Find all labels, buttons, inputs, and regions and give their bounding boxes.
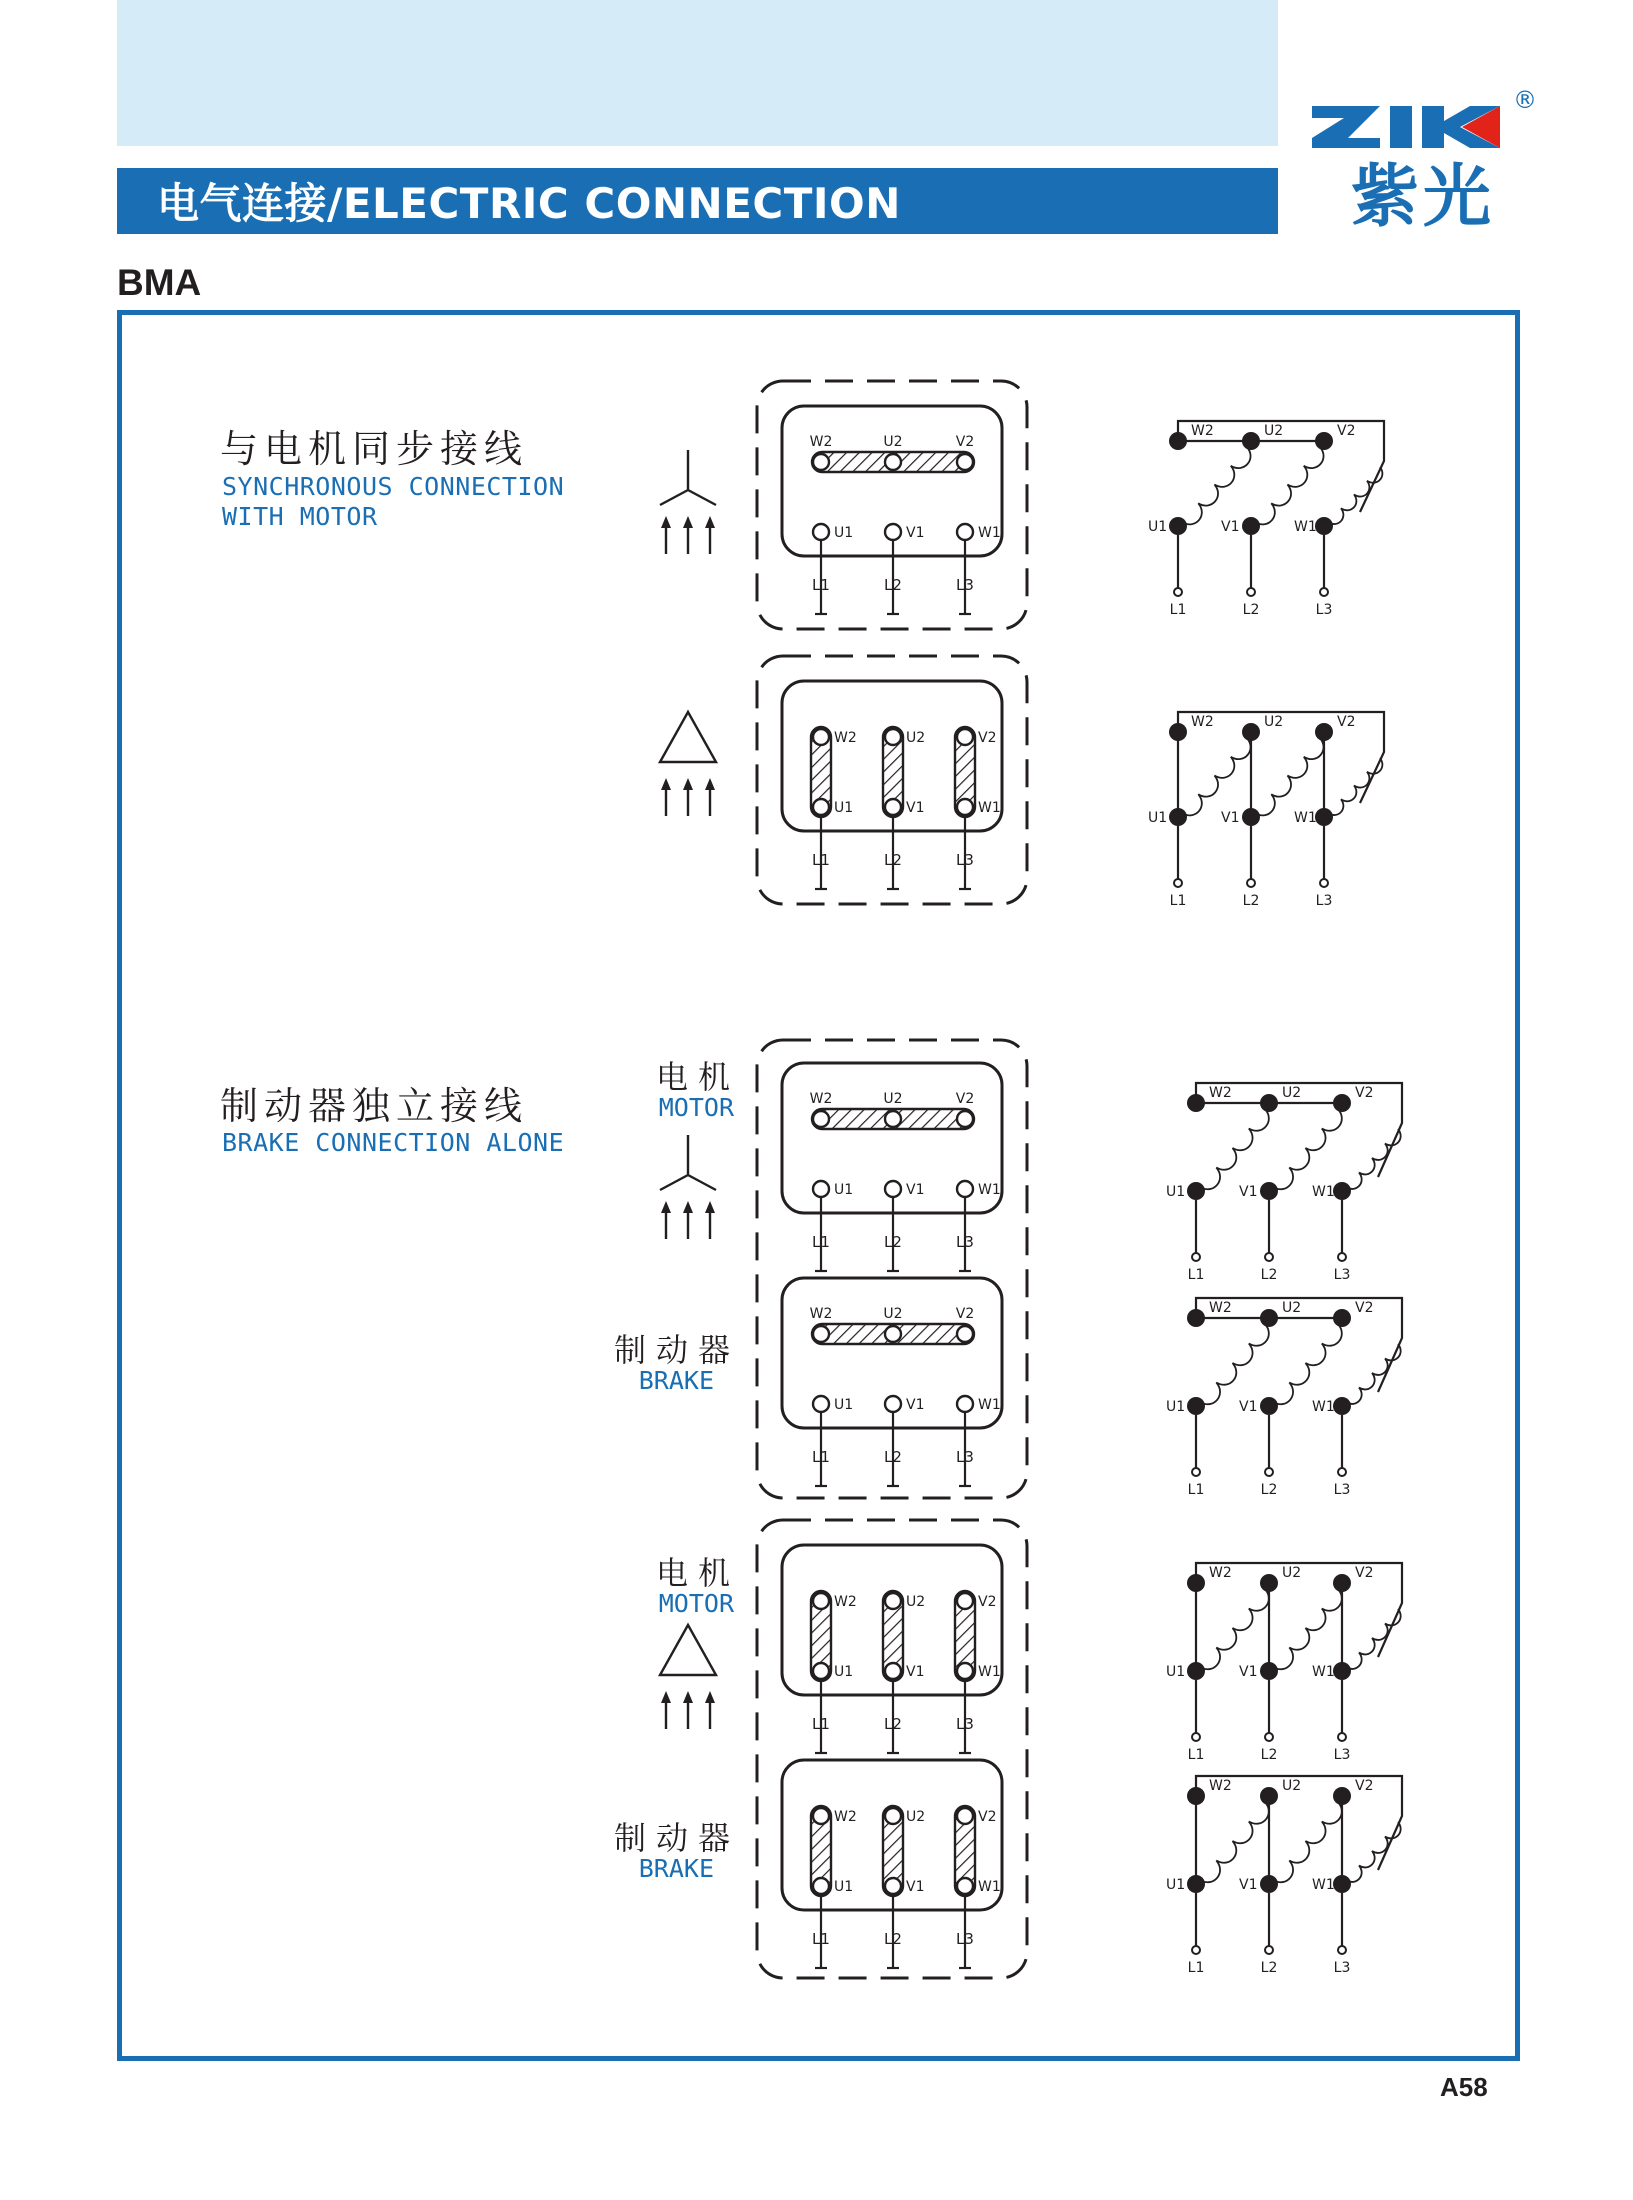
terminal-v2 (957, 1111, 973, 1127)
schematic-label-w2: W2 (1191, 714, 1214, 730)
schematic-label-u1: U1 (1166, 1184, 1186, 1200)
arrow-up-icon (705, 1691, 715, 1703)
node-w1 (1315, 808, 1333, 826)
schematic-line-label-l3: L3 (1315, 893, 1333, 909)
logo-chinese-name: 紫光 (1350, 158, 1495, 237)
line-terminal (1338, 1946, 1346, 1954)
terminal-u1 (813, 1181, 829, 1197)
arrow-up-icon (705, 516, 715, 528)
node-u2 (1260, 1574, 1278, 1592)
schematic-line-label-l1: L1 (1169, 602, 1187, 618)
series-label: BMA (117, 262, 202, 303)
winding-coil (1346, 1344, 1401, 1404)
winding-coil (1273, 1324, 1342, 1404)
node-w1 (1333, 1397, 1351, 1415)
terminal-w2 (813, 1326, 829, 1342)
star-icon (660, 450, 716, 505)
winding-coil (1255, 447, 1324, 524)
terminal-label-u1: U1 (834, 1664, 854, 1680)
line-label-l2: L2 (884, 576, 902, 594)
star-icon (660, 1135, 716, 1190)
schematic-label-v1: V1 (1221, 810, 1240, 826)
line-terminal (1265, 1733, 1273, 1741)
line-terminal (1192, 1733, 1200, 1741)
arrow-up-icon (683, 1201, 693, 1213)
terminal-v1 (885, 1878, 901, 1894)
schematic-label-u1: U1 (1166, 1877, 1186, 1893)
terminal-label-w1: W1 (978, 1397, 1001, 1413)
terminal-label-w2: W2 (809, 1091, 833, 1107)
node-w1 (1333, 1662, 1351, 1680)
terminal-label-u2: U2 (883, 1091, 903, 1107)
winding-coil (1273, 1589, 1342, 1669)
node-u2 (1260, 1309, 1278, 1327)
winding-coil (1200, 1802, 1269, 1882)
schematic-line-label-l3: L3 (1333, 1482, 1351, 1498)
winding-coil (1346, 1609, 1401, 1669)
terminal-label-w1: W1 (978, 1879, 1001, 1895)
schematic-label-u1: U1 (1166, 1664, 1186, 1680)
line-terminal (1192, 1946, 1200, 1954)
terminal-board-6 (782, 1760, 1002, 1968)
line-terminal (1247, 588, 1255, 596)
winding-coil (1182, 738, 1251, 815)
schematic-line-label-l3: L3 (1333, 1267, 1351, 1283)
schematic-label-v1: V1 (1239, 1184, 1258, 1200)
terminal-v1 (885, 1181, 901, 1197)
terminal-v1 (885, 1396, 901, 1412)
node-u2 (1242, 723, 1260, 741)
connection-symbol-1 (660, 450, 716, 554)
terminal-label-u2: U2 (883, 434, 903, 450)
terminal-label-v1: V1 (906, 1182, 925, 1198)
node-v1 (1260, 1875, 1278, 1893)
node-u2 (1242, 432, 1260, 450)
line-label-l2: L2 (884, 1448, 902, 1466)
label-brake-cn-2: 制动器 (613, 1819, 740, 1857)
schematic-label-u1: U1 (1148, 519, 1168, 535)
node-w1 (1333, 1875, 1351, 1893)
schematic-label-v1: V1 (1239, 1877, 1258, 1893)
terminal-v2 (957, 454, 973, 470)
terminal-label-u2: U2 (883, 1306, 903, 1322)
schematic-label-v2: V2 (1355, 1778, 1374, 1794)
terminal-u1 (813, 799, 829, 815)
line-terminal (1338, 1733, 1346, 1741)
schematic-label-v2: V2 (1337, 714, 1356, 730)
terminal-w2 (813, 1808, 829, 1824)
terminal-label-w1: W1 (978, 1182, 1001, 1198)
arrow-up-icon (683, 516, 693, 528)
terminal-label-u2: U2 (906, 1594, 926, 1610)
schematic-label-u2: U2 (1264, 423, 1284, 439)
schematic-label-w1: W1 (1294, 810, 1317, 826)
node-w2 (1187, 1094, 1205, 1112)
terminal-u2 (885, 729, 901, 745)
winding-coil (1200, 1324, 1269, 1404)
terminal-v1 (885, 524, 901, 540)
terminal-label-u2: U2 (906, 730, 926, 746)
terminal-label-u1: U1 (834, 525, 854, 541)
schematic-line-label-l2: L2 (1260, 1960, 1278, 1976)
line-label-l1: L1 (812, 1930, 830, 1948)
node-v2 (1333, 1309, 1351, 1327)
node-v2 (1333, 1787, 1351, 1805)
page-number: A58 (1440, 2072, 1488, 2102)
line-terminal (1320, 588, 1328, 596)
terminal-board-1 (782, 406, 1002, 614)
winding-schematic-2 (1148, 712, 1384, 909)
schematic-label-u1: U1 (1166, 1399, 1186, 1415)
winding-coil (1200, 1589, 1269, 1669)
node-v1 (1242, 517, 1260, 535)
node-w2 (1187, 1309, 1205, 1327)
terminal-w2 (813, 729, 829, 745)
node-u1 (1169, 808, 1187, 826)
terminal-label-w2: W2 (834, 1809, 857, 1825)
schematic-line-label-l1: L1 (1187, 1267, 1205, 1283)
registered-mark: ® (1513, 88, 1537, 114)
schematic-line-label-l2: L2 (1242, 602, 1260, 618)
node-v1 (1260, 1397, 1278, 1415)
schematic-label-v2: V2 (1337, 423, 1356, 439)
node-u2 (1260, 1787, 1278, 1805)
schematic-label-v1: V1 (1239, 1664, 1258, 1680)
terminal-board-4 (782, 1278, 1002, 1486)
terminal-label-v2: V2 (955, 1091, 975, 1107)
schematic-label-w2: W2 (1209, 1300, 1232, 1316)
terminal-u2 (885, 1808, 901, 1824)
line-label-l3: L3 (956, 576, 974, 594)
terminal-label-v1: V1 (906, 525, 925, 541)
terminal-u1 (813, 524, 829, 540)
schematic-line-label-l2: L2 (1260, 1482, 1278, 1498)
node-v1 (1260, 1182, 1278, 1200)
arrow-up-icon (683, 778, 693, 790)
terminal-label-u2: U2 (906, 1809, 926, 1825)
label-brake-en-2: BRAKE (638, 1854, 714, 1883)
terminal-label-v1: V1 (906, 800, 925, 816)
schematic-line-label-l3: L3 (1333, 1960, 1351, 1976)
node-v2 (1333, 1574, 1351, 1592)
winding-coil (1346, 1129, 1401, 1189)
label-brake-cn-1: 制动器 (613, 1331, 740, 1369)
line-label-l1: L1 (812, 1448, 830, 1466)
arrow-up-icon (661, 1691, 671, 1703)
schematic-label-w2: W2 (1209, 1778, 1232, 1794)
node-v2 (1333, 1094, 1351, 1112)
line-label-l3: L3 (956, 1233, 974, 1251)
terminal-label-w1: W1 (978, 800, 1001, 816)
terminal-w1 (957, 799, 973, 815)
node-w2 (1169, 432, 1187, 450)
schematic-line-label-l3: L3 (1333, 1747, 1351, 1763)
terminal-label-u1: U1 (834, 1397, 854, 1413)
line-label-l1: L1 (812, 576, 830, 594)
terminal-label-v2: V2 (955, 434, 975, 450)
terminal-label-w1: W1 (978, 1664, 1001, 1680)
winding-coil (1200, 1109, 1269, 1189)
schematic-label-w2: W2 (1209, 1085, 1232, 1101)
arrow-up-icon (683, 1691, 693, 1703)
line-label-l3: L3 (956, 1930, 974, 1948)
page-title-text: 电气连接/ELECTRIC CONNECTION (157, 179, 901, 228)
schematic-line-label-l2: L2 (1260, 1747, 1278, 1763)
line-label-l2: L2 (884, 1233, 902, 1251)
schematic-label-u2: U2 (1264, 714, 1284, 730)
line-label-l2: L2 (884, 851, 902, 869)
line-label-l3: L3 (956, 851, 974, 869)
node-w2 (1187, 1574, 1205, 1592)
node-u1 (1187, 1397, 1205, 1415)
node-v1 (1242, 808, 1260, 826)
label-motor-cn-2: 电机 (655, 1554, 740, 1592)
terminal-v2 (957, 1326, 973, 1342)
terminal-w2 (813, 454, 829, 470)
section-title-brake-en: BRAKE CONNECTION ALONE (222, 1128, 565, 1157)
line-terminal (1265, 1468, 1273, 1476)
line-label-l2: L2 (884, 1930, 902, 1948)
terminal-v2 (957, 1808, 973, 1824)
terminal-v2 (957, 1593, 973, 1609)
schematic-line-label-l1: L1 (1169, 893, 1187, 909)
schematic-line-label-l3: L3 (1315, 602, 1333, 618)
terminal-v2 (957, 729, 973, 745)
line-label-l1: L1 (812, 1715, 830, 1733)
winding-coil (1328, 758, 1382, 815)
winding-schematic-3 (1166, 1083, 1402, 1283)
node-v2 (1315, 723, 1333, 741)
node-v1 (1260, 1662, 1278, 1680)
node-w1 (1333, 1182, 1351, 1200)
section-title-brake-cn: 制动器独立接线 (220, 1084, 529, 1128)
label-brake-en-1: BRAKE (638, 1366, 714, 1395)
schematic-line-label-l1: L1 (1187, 1960, 1205, 1976)
schematic-label-u1: U1 (1148, 810, 1168, 826)
schematic-line-label-l1: L1 (1187, 1482, 1205, 1498)
schematic-line-label-l1: L1 (1187, 1747, 1205, 1763)
node-w2 (1187, 1787, 1205, 1805)
line-label-l1: L1 (812, 851, 830, 869)
terminal-u2 (885, 454, 901, 470)
schematic-line-label-l2: L2 (1242, 893, 1260, 909)
line-terminal (1265, 1253, 1273, 1261)
terminal-u2 (885, 1326, 901, 1342)
terminal-w1 (957, 1663, 973, 1679)
arrow-up-icon (705, 778, 715, 790)
node-u2 (1260, 1094, 1278, 1112)
winding-coil (1182, 447, 1251, 524)
schematic-label-w1: W1 (1312, 1399, 1335, 1415)
winding-schematic-1 (1148, 421, 1384, 618)
line-label-l2: L2 (884, 1715, 902, 1733)
schematic-label-w2: W2 (1209, 1565, 1232, 1581)
delta-icon (660, 1625, 716, 1675)
label-motor-en-2: MOTOR (658, 1589, 734, 1618)
winding-coil (1273, 1802, 1342, 1882)
winding-schematic-5 (1166, 1563, 1402, 1763)
terminal-v1 (885, 799, 901, 815)
line-terminal (1265, 1946, 1273, 1954)
node-u1 (1169, 517, 1187, 535)
label-motor-cn-1: 电机 (655, 1058, 740, 1096)
line-terminal (1174, 588, 1182, 596)
node-v2 (1315, 432, 1333, 450)
connection-symbol-2 (660, 712, 716, 816)
schematic-label-v2: V2 (1355, 1085, 1374, 1101)
winding-schematic-6 (1166, 1776, 1402, 1976)
node-u1 (1187, 1662, 1205, 1680)
terminal-label-v1: V1 (906, 1879, 925, 1895)
terminal-label-v2: V2 (955, 1306, 975, 1322)
schematic-label-v2: V2 (1355, 1565, 1374, 1581)
section-title-synchronous-en-1: SYNCHRONOUS CONNECTION (222, 472, 565, 501)
terminal-board-5 (782, 1545, 1002, 1753)
terminal-label-w2: W2 (834, 730, 857, 746)
schematic-label-v2: V2 (1355, 1300, 1374, 1316)
line-terminal (1247, 879, 1255, 887)
winding-coil (1273, 1109, 1342, 1189)
terminal-label-u1: U1 (834, 1879, 854, 1895)
terminal-w1 (957, 1181, 973, 1197)
winding-coil (1346, 1822, 1401, 1882)
terminal-label-v1: V1 (906, 1397, 925, 1413)
terminal-w2 (813, 1593, 829, 1609)
node-u1 (1187, 1182, 1205, 1200)
terminal-board-3 (782, 1063, 1002, 1271)
schematic-label-w1: W1 (1312, 1664, 1335, 1680)
label-motor-en-1: MOTOR (658, 1093, 734, 1122)
line-label-l1: L1 (812, 1233, 830, 1251)
node-w1 (1315, 517, 1333, 535)
schematic-label-u2: U2 (1282, 1300, 1302, 1316)
terminal-u2 (885, 1111, 901, 1127)
node-u1 (1187, 1875, 1205, 1893)
section-title-synchronous-en-2: WITH MOTOR (222, 502, 378, 531)
delta-icon (660, 712, 716, 762)
terminal-u1 (813, 1878, 829, 1894)
terminal-label-w2: W2 (809, 434, 833, 450)
terminal-u1 (813, 1663, 829, 1679)
schematic-label-u2: U2 (1282, 1778, 1302, 1794)
terminal-board-2 (782, 681, 1002, 889)
terminal-label-w2: W2 (809, 1306, 833, 1322)
terminal-w1 (957, 1878, 973, 1894)
node-w2 (1169, 723, 1187, 741)
terminal-label-v2: V2 (978, 1594, 997, 1610)
connection-symbol-3 (660, 1135, 716, 1239)
line-terminal (1320, 879, 1328, 887)
schematic-label-u2: U2 (1282, 1565, 1302, 1581)
schematic-label-w1: W1 (1294, 519, 1317, 535)
line-terminal (1192, 1253, 1200, 1261)
schematic-line-label-l2: L2 (1260, 1267, 1278, 1283)
arrow-up-icon (661, 778, 671, 790)
schematic-label-v1: V1 (1239, 1399, 1258, 1415)
terminal-w2 (813, 1111, 829, 1127)
terminal-label-u1: U1 (834, 800, 854, 816)
arrow-up-icon (705, 1201, 715, 1213)
line-label-l3: L3 (956, 1715, 974, 1733)
terminal-v1 (885, 1663, 901, 1679)
terminal-label-u1: U1 (834, 1182, 854, 1198)
line-terminal (1192, 1468, 1200, 1476)
terminal-w1 (957, 524, 973, 540)
schematic-label-w1: W1 (1312, 1877, 1335, 1893)
terminal-label-v2: V2 (978, 730, 997, 746)
section-title-synchronous-cn: 与电机同步接线 (220, 427, 529, 471)
terminal-u1 (813, 1396, 829, 1412)
terminal-w1 (957, 1396, 973, 1412)
line-terminal (1338, 1253, 1346, 1261)
connection-symbol-4 (660, 1625, 716, 1729)
arrow-up-icon (661, 516, 671, 528)
winding-coil (1255, 738, 1324, 815)
arrow-up-icon (661, 1201, 671, 1213)
line-label-l3: L3 (956, 1448, 974, 1466)
terminal-label-w1: W1 (978, 525, 1001, 541)
winding-schematic-4 (1166, 1298, 1402, 1498)
schematic-label-w1: W1 (1312, 1184, 1335, 1200)
terminal-u2 (885, 1593, 901, 1609)
schematic-label-v1: V1 (1221, 519, 1240, 535)
terminal-label-w2: W2 (834, 1594, 857, 1610)
terminal-label-v2: V2 (978, 1809, 997, 1825)
schematic-label-u2: U2 (1282, 1085, 1302, 1101)
line-terminal (1338, 1468, 1346, 1476)
terminal-label-v1: V1 (906, 1664, 925, 1680)
winding-coil (1328, 467, 1382, 524)
line-terminal (1174, 879, 1182, 887)
schematic-label-w2: W2 (1191, 423, 1214, 439)
